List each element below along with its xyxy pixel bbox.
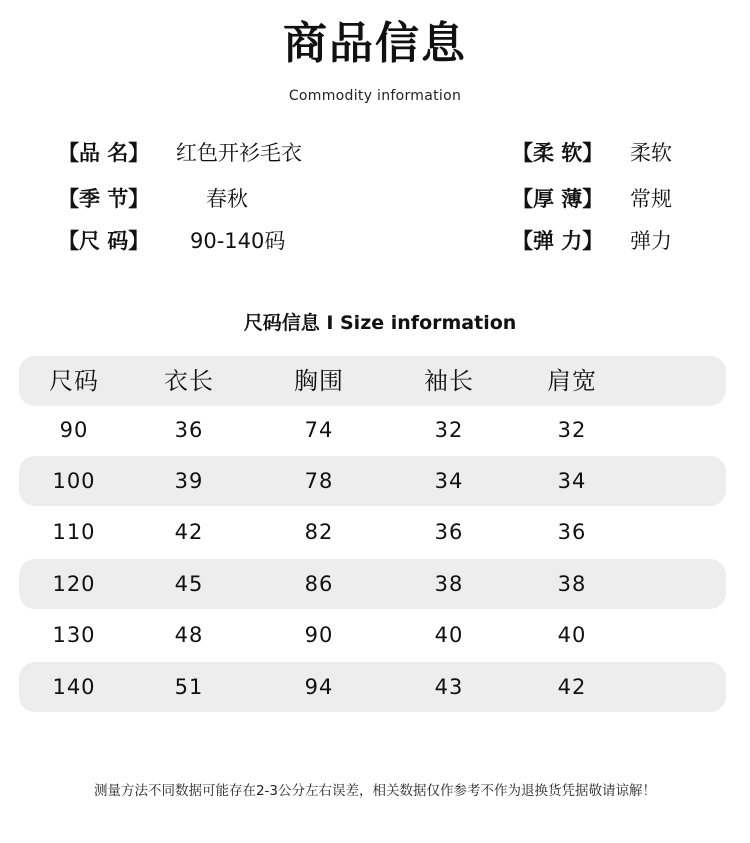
table-row bbox=[19, 507, 726, 557]
header-chest: 胸围 bbox=[294, 367, 344, 395]
attr-name-key: 【品 名】 bbox=[58, 141, 150, 165]
attr-name-value: 红色开衫毛衣 bbox=[176, 141, 302, 165]
footer-note: 测量方法不同数据可能存在2-3公分左右误差，相关数据仅作参考不作为退换货凭据敬请谅解！ bbox=[93, 783, 657, 799]
table-cell: 36 bbox=[557, 520, 587, 544]
attr-elasticity-key: 【弹 力】 bbox=[512, 229, 604, 253]
table-cell: 45 bbox=[174, 572, 204, 596]
attr-thickness bbox=[512, 184, 672, 214]
table-row bbox=[19, 662, 726, 712]
header-length: 衣长 bbox=[164, 367, 214, 395]
table-cell: 94 bbox=[304, 675, 334, 699]
table-row bbox=[19, 405, 726, 455]
table-row bbox=[19, 456, 726, 506]
table-cell: 36 bbox=[434, 520, 464, 544]
table-cell: 74 bbox=[304, 418, 334, 442]
table-cell: 39 bbox=[174, 469, 204, 493]
table-cell: 82 bbox=[304, 520, 334, 544]
attr-season bbox=[58, 184, 248, 214]
attr-season-value: 春秋 bbox=[206, 187, 248, 211]
attr-name bbox=[58, 138, 302, 168]
table-cell: 48 bbox=[174, 623, 204, 647]
page-title: 商品信息 bbox=[283, 18, 467, 69]
page-subtitle: Commodity information bbox=[288, 88, 462, 104]
table-cell: 130 bbox=[52, 623, 96, 647]
attr-size-key: 【尺 码】 bbox=[58, 229, 150, 253]
table-cell: 32 bbox=[557, 418, 587, 442]
table-cell: 43 bbox=[434, 675, 464, 699]
attr-thickness-value: 常规 bbox=[630, 187, 672, 211]
table-cell: 40 bbox=[434, 623, 464, 647]
table-cell: 90 bbox=[59, 418, 89, 442]
table-cell: 42 bbox=[174, 520, 204, 544]
table-cell: 38 bbox=[434, 572, 464, 596]
attr-softness-key: 【柔 软】 bbox=[512, 141, 604, 165]
table-cell: 38 bbox=[557, 572, 587, 596]
header-sleeve: 袖长 bbox=[424, 367, 474, 395]
attr-softness bbox=[512, 138, 672, 168]
table-row bbox=[19, 610, 726, 660]
table-cell: 51 bbox=[174, 675, 204, 699]
table-cell: 34 bbox=[434, 469, 464, 493]
size-section-title: 尺码信息 I Size information bbox=[243, 312, 517, 334]
table-row bbox=[19, 559, 726, 609]
table-cell: 36 bbox=[174, 418, 204, 442]
header-size: 尺码 bbox=[49, 367, 99, 395]
attr-season-key: 【季 节】 bbox=[58, 187, 150, 211]
attr-size-value: 90-140码 bbox=[190, 229, 286, 253]
attr-elasticity bbox=[512, 226, 672, 256]
table-cell: 140 bbox=[52, 675, 96, 699]
table-cell: 78 bbox=[304, 469, 334, 493]
table-cell: 34 bbox=[557, 469, 587, 493]
attr-thickness-key: 【厚 薄】 bbox=[512, 187, 604, 211]
table-cell: 100 bbox=[52, 469, 96, 493]
table-cell: 110 bbox=[52, 520, 96, 544]
table-cell: 42 bbox=[557, 675, 587, 699]
table-cell: 32 bbox=[434, 418, 464, 442]
size-table-header bbox=[19, 356, 726, 406]
table-cell: 40 bbox=[557, 623, 587, 647]
table-cell: 86 bbox=[304, 572, 334, 596]
table-cell: 120 bbox=[52, 572, 96, 596]
header-shoulder: 肩宽 bbox=[547, 367, 597, 395]
attr-elasticity-value: 弹力 bbox=[630, 229, 672, 253]
table-cell: 90 bbox=[304, 623, 334, 647]
attr-softness-value: 柔软 bbox=[630, 141, 672, 165]
attr-size bbox=[58, 226, 285, 256]
